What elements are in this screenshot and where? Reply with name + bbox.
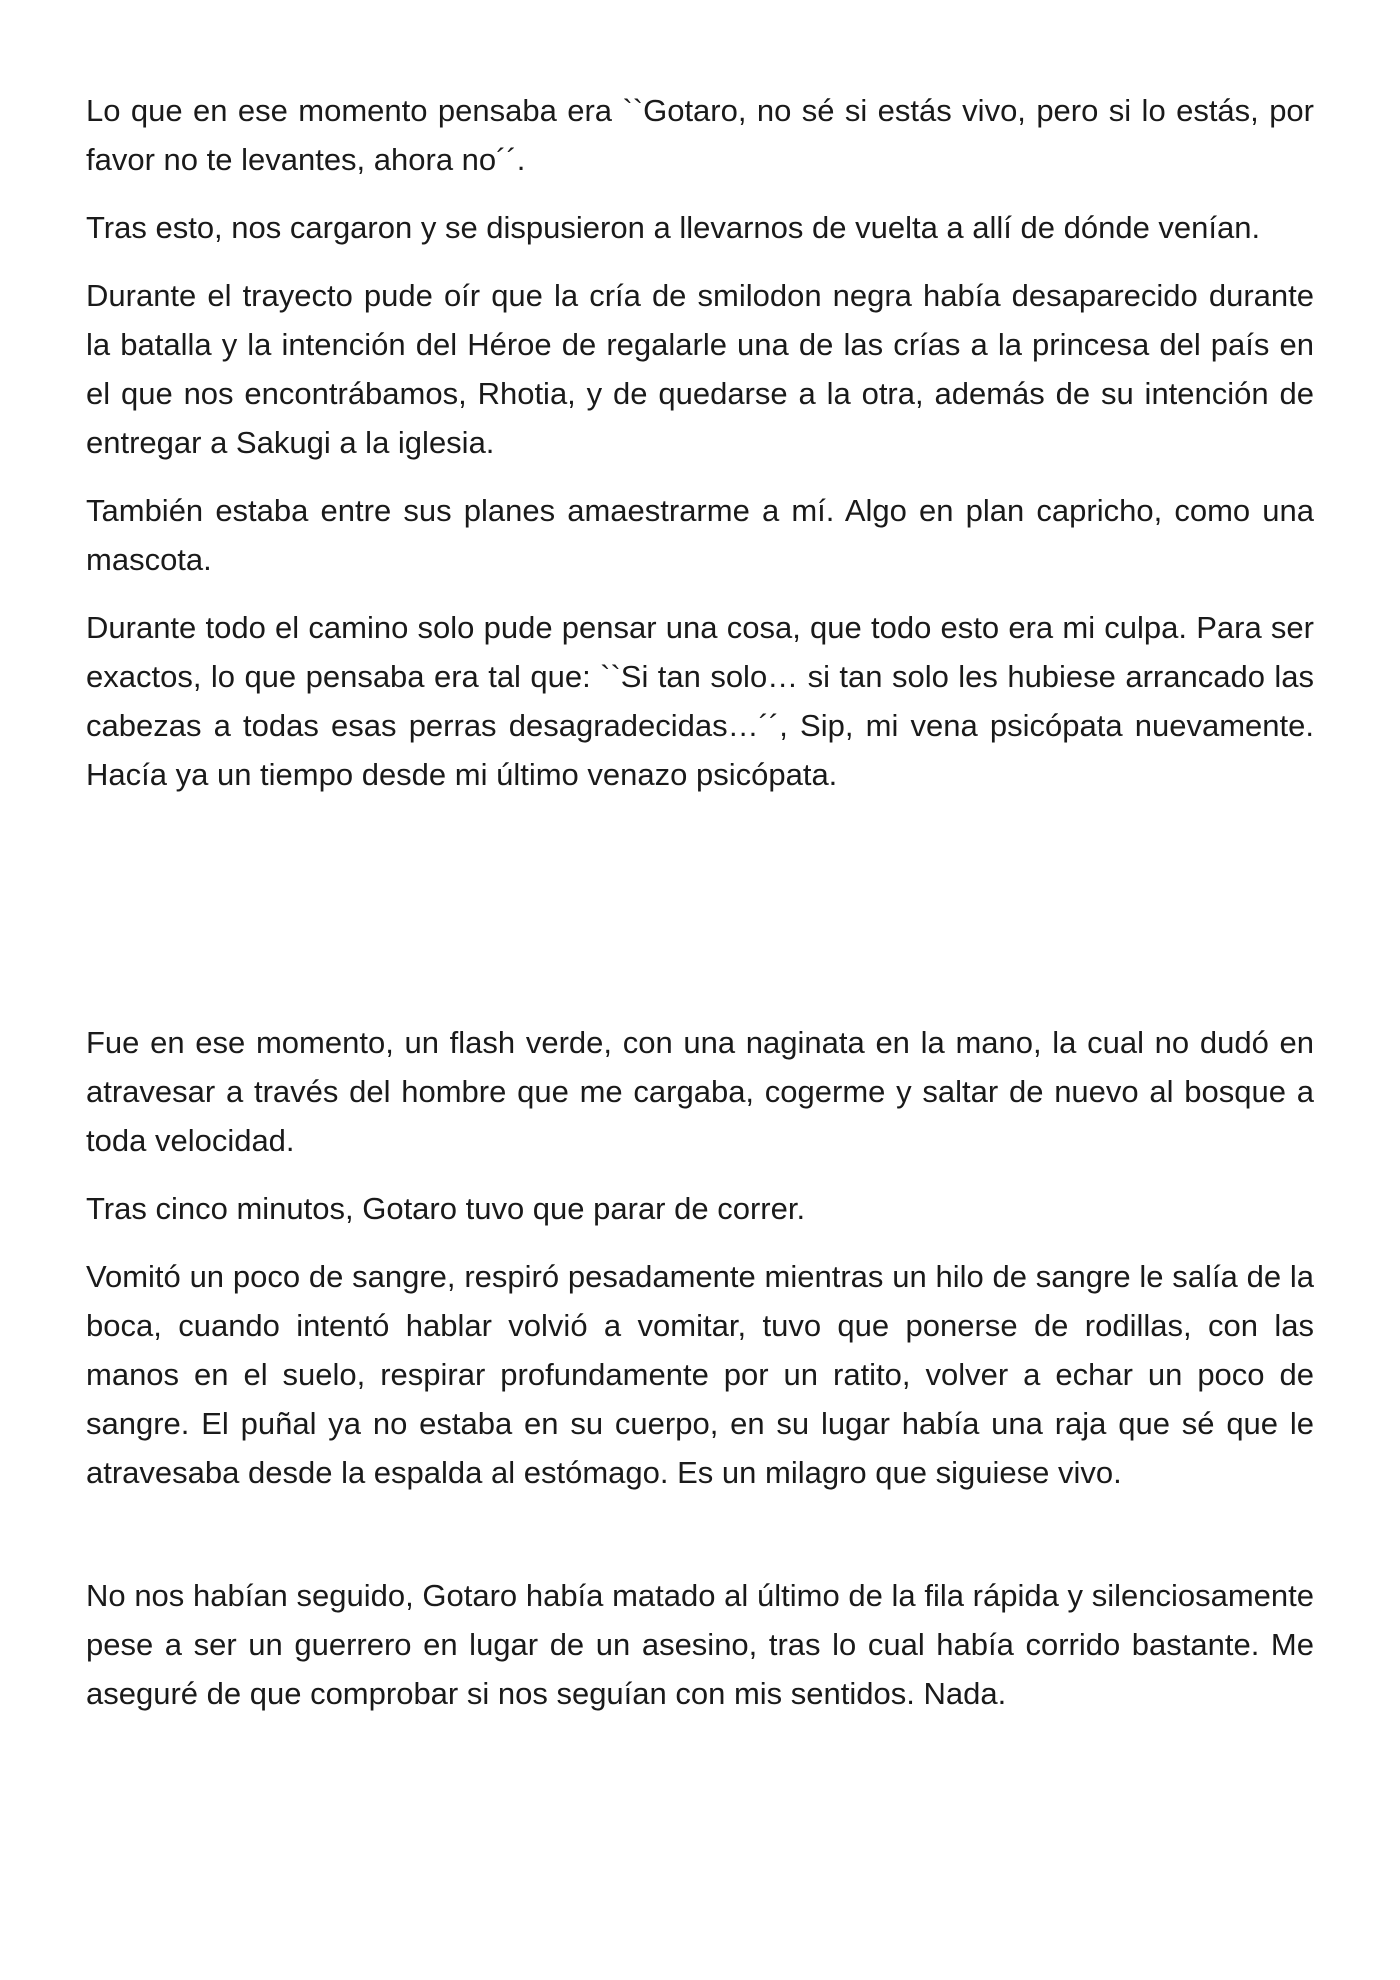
paragraph-3: Durante el trayecto pude oír que la cría de smilodon negra había desaparecido durante la batalla y la intención del Héroe de regalarle una de las crías a la princesa del país en el que nos encontrábamos, Rhotia, y de quedarse a la otra, además de su intención de entregar a Sakugi a la iglesia. xyxy=(86,278,1314,460)
document-page xyxy=(86,86,1314,1737)
paragraph-8: Vomitó un poco de sangre, respiró pesadamente mientras un hilo de sangre le salía de la boca, cuando intentó hablar volvió a vomitar, tuvo que ponerse de rodillas, con las manos en el suelo, respirar profundamente por un ratito, volver a echar un poco de sangre. El puñal ya no estaba en su cuerpo, en su lugar había una raja que sé que le atravesaba desde la espalda al estómago. Es un milagro que siguiese vivo. xyxy=(86,1259,1314,1490)
paragraph-6: Fue en ese momento, un flash verde, con una naginata en la mano, la cual no dudó en atravesar a través del hombre que me cargaba, cogerme y saltar de nuevo al bosque a toda velocidad. xyxy=(86,1025,1314,1158)
paragraph-7: Tras cinco minutos, Gotaro tuvo que parar de correr. xyxy=(86,1191,806,1226)
paragraph-4: También estaba entre sus planes amaestrarme a mí. Algo en plan capricho, como una mascota. xyxy=(86,493,1314,577)
paragraph-1: Lo que en ese momento pensaba era ``Gotaro, no sé si estás vivo, pero si lo estás, por favor no te levantes, ahora no´´. xyxy=(86,93,1314,177)
paragraph-2: Tras esto, nos cargaron y se dispusieron a llevarnos de vuelta a allí de dónde venían. xyxy=(86,210,1261,245)
paragraph-5: Durante todo el camino solo pude pensar una cosa, que todo esto era mi culpa. Para ser exactos, lo que pensaba era tal que: ``Si tan solo… si tan solo les hubiese arrancado las cabezas a todas esas perras desagradecidas…´´, Sip, mi vena psicópata nuevamente. Hacía ya un tiempo desde mi último venazo psicópata. xyxy=(86,610,1314,792)
paragraph-9: No nos habían seguido, Gotaro había matado al último de la fila rápida y silenciosamente pese a ser un guerrero en lugar de un asesino, tras lo cual había corrido bastante. Me aseguré de que comprobar si nos seguían con mis sentidos. Nada. xyxy=(86,1578,1314,1711)
section-gap xyxy=(86,818,1314,1018)
section-gap xyxy=(86,1516,1314,1571)
